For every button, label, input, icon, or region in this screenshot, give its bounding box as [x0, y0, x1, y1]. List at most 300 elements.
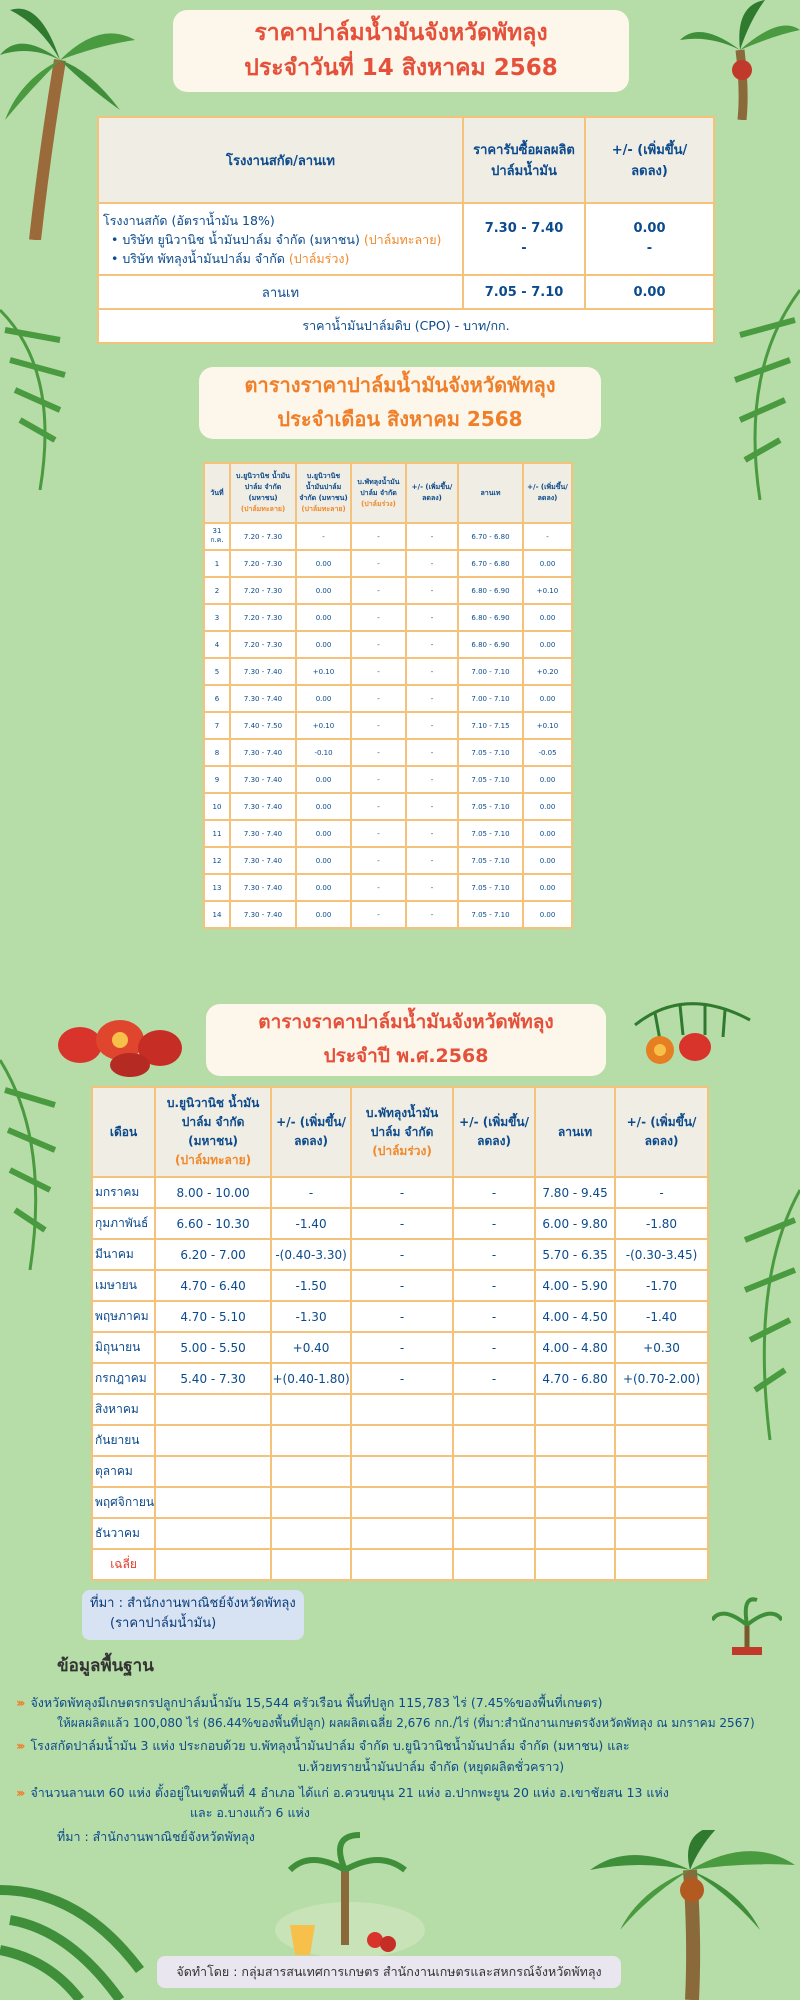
table-cell: - [351, 1177, 453, 1208]
table-cell: 7.05 - 7.10 [458, 766, 523, 793]
monthly-title [199, 367, 601, 439]
table-cell [535, 1456, 615, 1487]
table-cell: 0.00 [523, 685, 572, 712]
table-cell: 0.00 [296, 685, 351, 712]
table-cell: 0.00 [296, 901, 351, 928]
table-cell [271, 1394, 351, 1425]
table-row-average [92, 1549, 708, 1580]
yearly-univanich-sub: (ปาล์มทะลาย) [175, 1153, 252, 1167]
table-cell: - [406, 631, 458, 658]
yearly-month-header: เดือน [92, 1087, 155, 1177]
yearly-yard-header: ลานเท [535, 1087, 615, 1177]
table-cell [615, 1487, 708, 1518]
table-cell: - [351, 604, 406, 631]
table-cell: - [296, 523, 351, 550]
table-cell: 7.30 - 7.40 [230, 766, 296, 793]
table-cell: - [351, 901, 406, 928]
yearly-phatthalung-header [351, 1087, 453, 1177]
source-note-line-1: ที่มา : สำนักงานพาณิชย์จังหวัดพัทลุง [90, 1596, 296, 1611]
table-cell: - [406, 739, 458, 766]
palm-leaf-icon [0, 1050, 70, 1270]
table-cell: 4.70 - 6.40 [155, 1270, 271, 1301]
footer-credit: จัดทำโดย : กลุ่มสารสนเทศการเกษตร สำนักงานเกษตรและสหกรณ์จังหวัดพัทลุง [157, 1956, 621, 1988]
table-cell: 6.70 - 6.80 [458, 550, 523, 577]
table-cell: -1.50 [271, 1270, 351, 1301]
palm-tree-icon [680, 0, 800, 120]
table-cell [453, 1456, 535, 1487]
table-cell: 0.00 [296, 874, 351, 901]
table-cell [453, 1394, 535, 1425]
table-cell: 7.30 - 7.40 [230, 874, 296, 901]
monthly-yard-header: ลานเท [458, 463, 523, 523]
table-cell: 7.10 - 7.15 [458, 712, 523, 739]
table-row [92, 1425, 708, 1456]
table-cell: 6.80 - 6.90 [458, 631, 523, 658]
table-cell [155, 1549, 271, 1580]
table-row [92, 1270, 708, 1301]
table-cell: - [406, 577, 458, 604]
title-line-1: ราคาปาล์มน้ำมันจังหวัดพัทลุง [254, 20, 548, 46]
table-cell: 0.00 [296, 766, 351, 793]
table-cell: - [271, 1177, 351, 1208]
table-cell [615, 1425, 708, 1456]
table-cell: +0.40 [271, 1332, 351, 1363]
table-cell: 7.20 - 7.30 [230, 577, 296, 604]
monthly-yard-change-header: +/- (เพิ่มขึ้น/ลดลง) [523, 463, 572, 523]
info-item-1-line-1: จังหวัดพัทลุงมีเกษตรกรปลูกปาล์มน้ำมัน 15,544 ครัวเรือน พื้นที่ปลูก 115,783 ไร่ (7.45%ของพื้นที่เกษตร) [30, 1695, 603, 1710]
table-cell [271, 1456, 351, 1487]
table-cell: - [406, 685, 458, 712]
table-cell: 6.80 - 6.90 [458, 577, 523, 604]
info-item-2 [16, 1736, 796, 1756]
table-cell: -1.30 [271, 1301, 351, 1332]
table-cell: 6.00 - 9.80 [535, 1208, 615, 1239]
table-row [204, 658, 572, 685]
table-row [204, 685, 572, 712]
monthly-univanich2-sub: (ปาล์มทะลาย) [301, 505, 346, 513]
table-cell: 4.70 - 6.80 [535, 1363, 615, 1394]
table-cell [155, 1425, 271, 1456]
factory-change-cell [585, 203, 714, 275]
table-cell: 0.00 [296, 847, 351, 874]
table-cell [535, 1518, 615, 1549]
table-cell: 13 [204, 874, 230, 901]
table-cell: - [453, 1363, 535, 1394]
chevron-right-icon: ››› [16, 1738, 23, 1753]
yearly-title-line-2: ประจำปี พ.ศ.2568 [323, 1045, 489, 1067]
monthly-day-header: วันที่ [204, 463, 230, 523]
table-cell: 4.70 - 5.10 [155, 1301, 271, 1332]
cpo-price-line: ราคาน้ำมันปาล์มดิบ (CPO) - บาท/กก. [98, 309, 714, 343]
table-cell: 4 [204, 631, 230, 658]
table-cell: - [453, 1332, 535, 1363]
table-cell: 4.00 - 4.50 [535, 1301, 615, 1332]
table-row [204, 766, 572, 793]
table-cell: - [615, 1177, 708, 1208]
yearly-table-body [92, 1177, 708, 1580]
yearly-change2-header: +/- (เพิ่มขึ้น/ลดลง) [453, 1087, 535, 1177]
table-cell: 11 [204, 820, 230, 847]
table-cell [271, 1487, 351, 1518]
month-name-cell: มีนาคม [92, 1239, 155, 1270]
table-cell [535, 1394, 615, 1425]
factory-1-change: 0.00 [633, 221, 666, 236]
factory-2: • บริษัท พัทลุงน้ำมันปาล์ม จำกัด (ปาล์มร่วง) [111, 250, 350, 266]
table-cell: 7.05 - 7.10 [458, 739, 523, 766]
col-price-header: ราคารับซื้อผลผลิตปาล์มน้ำมัน [463, 117, 585, 203]
table-cell: - [351, 1239, 453, 1270]
palm-leaf-icon [720, 280, 800, 500]
table-cell: - [351, 820, 406, 847]
monthly-title-line-1: ตารางราคาปาล์มน้ำมันจังหวัดพัทลุง [244, 373, 556, 397]
table-cell: - [406, 874, 458, 901]
table-cell: 5.00 - 5.50 [155, 1332, 271, 1363]
table-cell: 0.00 [296, 550, 351, 577]
month-name-cell: พฤษภาคม [92, 1301, 155, 1332]
monthly-change-header: +/- (เพิ่มขึ้น/ลดลง) [406, 463, 458, 523]
table-cell: 7.05 - 7.10 [458, 874, 523, 901]
table-cell: - [351, 712, 406, 739]
table-cell: 2 [204, 577, 230, 604]
table-row [92, 1239, 708, 1270]
table-cell: 6.60 - 10.30 [155, 1208, 271, 1239]
table-cell: - [406, 901, 458, 928]
table-cell [535, 1425, 615, 1456]
table-cell: 31 ก.ค. [204, 523, 230, 550]
table-cell: - [351, 739, 406, 766]
table-row [204, 901, 572, 928]
table-cell: 7.05 - 7.10 [458, 901, 523, 928]
table-cell: - [351, 1301, 453, 1332]
monthly-univanich-header [230, 463, 296, 523]
table-row [92, 1363, 708, 1394]
table-cell [351, 1425, 453, 1456]
table-cell: - [406, 712, 458, 739]
table-row [92, 1177, 708, 1208]
yard-price: 7.05 - 7.10 [463, 275, 585, 309]
table-cell [271, 1549, 351, 1580]
table-cell [271, 1518, 351, 1549]
table-cell: - [351, 577, 406, 604]
monthly-title-line-2: ประจำเดือน สิงหาคม 2568 [277, 407, 523, 431]
factory-1-branch: (ปาล์มทะลาย) [363, 231, 442, 247]
monthly-price-table [203, 462, 573, 929]
table-cell: - [351, 793, 406, 820]
yard-change: 0.00 [585, 275, 714, 309]
table-cell: 0.00 [296, 631, 351, 658]
month-name-cell: กุมภาพันธ์ [92, 1208, 155, 1239]
table-cell: +(0.40-1.80) [271, 1363, 351, 1394]
table-cell: 0.00 [296, 793, 351, 820]
table-cell: -0.05 [523, 739, 572, 766]
table-row [204, 550, 572, 577]
table-row [92, 1301, 708, 1332]
factory-2-change: - [646, 241, 653, 256]
table-cell: 7.80 - 9.45 [535, 1177, 615, 1208]
table-row [204, 523, 572, 550]
table-cell: - [453, 1208, 535, 1239]
table-cell: 14 [204, 901, 230, 928]
info-item-3-line-1: จำนวนลานเท 60 แห่ง ตั้งอยู่ในเขตพื้นที่ 4 อำเภอ ได้แก่ อ.ควนขนุน 21 แห่ง อ.ปากพะยูน 20 แห่ง อ.เขาชัยสน 13 แห่ง [30, 1785, 669, 1800]
table-row [204, 820, 572, 847]
table-row [92, 1518, 708, 1549]
table-cell: +0.20 [523, 658, 572, 685]
month-name-cell: มิถุนายน [92, 1332, 155, 1363]
table-cell: - [351, 1270, 453, 1301]
table-cell: 7.30 - 7.40 [230, 685, 296, 712]
table-cell: - [351, 847, 406, 874]
table-cell [453, 1549, 535, 1580]
table-cell: 0.00 [523, 793, 572, 820]
table-cell [535, 1487, 615, 1518]
table-cell: 7.40 - 7.50 [230, 712, 296, 739]
table-cell: 7 [204, 712, 230, 739]
month-name-cell: กันยายน [92, 1425, 155, 1456]
table-cell: 0.00 [296, 577, 351, 604]
table-row [92, 1208, 708, 1239]
yearly-univanich-header [155, 1087, 271, 1177]
yearly-title-line-1: ตารางราคาปาล์มน้ำมันจังหวัดพัทลุง [258, 1011, 554, 1033]
table-cell: - [351, 1363, 453, 1394]
table-cell: 0.00 [523, 550, 572, 577]
table-row [204, 604, 572, 631]
table-cell [615, 1394, 708, 1425]
col-change-header: +/- (เพิ่มขึ้น/ลดลง) [585, 117, 714, 203]
table-cell: 0.00 [523, 766, 572, 793]
chevron-right-icon: ››› [16, 1785, 23, 1800]
table-row [204, 874, 572, 901]
table-cell [155, 1518, 271, 1549]
table-cell: 0.00 [523, 631, 572, 658]
table-cell: -1.40 [271, 1208, 351, 1239]
table-cell: - [406, 604, 458, 631]
table-cell: 0.00 [523, 604, 572, 631]
source-note [82, 1590, 304, 1640]
yearly-price-table [91, 1086, 709, 1581]
table-cell: 7.20 - 7.30 [230, 604, 296, 631]
factory-price-cell [463, 203, 585, 275]
table-cell: - [406, 793, 458, 820]
table-cell: +(0.70-2.00) [615, 1363, 708, 1394]
table-row [204, 739, 572, 766]
table-cell: 0.00 [523, 820, 572, 847]
source-note-line-2: (ราคาปาล์มน้ำมัน) [110, 1616, 217, 1631]
title-line-2: ประจำวันที่ 14 สิงหาคม 2568 [244, 55, 558, 81]
factory-1-name: บริษัท ยูนิวานิช น้ำมันปาล์ม จำกัด (มหาชน) [122, 231, 360, 247]
table-cell: 6.80 - 6.90 [458, 604, 523, 631]
table-cell: -1.70 [615, 1270, 708, 1301]
table-cell [615, 1549, 708, 1580]
average-label: เฉลี่ย [92, 1549, 155, 1580]
yearly-phatthalung-label: บ.พัทลุงน้ำมันปาล์ม จำกัด [365, 1105, 439, 1139]
table-cell: 7.30 - 7.40 [230, 658, 296, 685]
factory-group-label: โรงงานสกัด (อัตราน้ำมัน 18%) [103, 212, 275, 228]
table-cell: -1.40 [615, 1301, 708, 1332]
yearly-change1-header: +/- (เพิ่มขึ้น/ลดลง) [271, 1087, 351, 1177]
table-cell: -0.10 [296, 739, 351, 766]
factory-2-name: บริษัท พัทลุงน้ำมันปาล์ม จำกัด [122, 250, 285, 266]
table-cell [155, 1487, 271, 1518]
table-cell: 7.30 - 7.40 [230, 847, 296, 874]
factory-2-price: - [521, 241, 527, 256]
yearly-univanich-label: บ.ยูนิวานิช น้ำมันปาล์ม จำกัด (มหาชน) [166, 1096, 260, 1148]
table-cell [155, 1394, 271, 1425]
table-cell: 7.00 - 7.10 [458, 685, 523, 712]
table-cell: -1.80 [615, 1208, 708, 1239]
month-name-cell: มกราคม [92, 1177, 155, 1208]
monthly-phatthalung-label: บ.พัทลุงน้ำมันปาล์ม จำกัด [357, 477, 400, 497]
table-cell: 0.00 [523, 874, 572, 901]
table-cell [271, 1425, 351, 1456]
info-item-1 [16, 1693, 796, 1713]
table-cell: -(0.30-3.45) [615, 1239, 708, 1270]
table-cell [351, 1549, 453, 1580]
monthly-univanich2-label: บ.ยูนิวานิช น้ำมันปาล์ม จำกัด (มหาชน) [299, 472, 348, 502]
table-cell: 7.30 - 7.40 [230, 901, 296, 928]
table-cell: 0.00 [296, 604, 351, 631]
table-cell: - [351, 550, 406, 577]
info-item-1-cont: ให้ผลผลิตแล้ว 100,080 ไร่ (86.44%ของพื้นที่ปลูก) ผลผลิตเฉลี่ย 2,676 กก./ไร่ (ที่มา:สำนักงานเกษตรจังหวัดพัทลุง ณ มกราคม 2567) [57, 1716, 755, 1730]
table-cell: 6.70 - 6.80 [458, 523, 523, 550]
table-row [92, 1487, 708, 1518]
table-cell: - [406, 820, 458, 847]
table-cell: 5.40 - 7.30 [155, 1363, 271, 1394]
palm-fruit-icon [625, 995, 755, 1075]
table-cell [453, 1487, 535, 1518]
monthly-univanich-sub: (ปาล์มทะลาย) [240, 505, 286, 513]
table-cell: 10 [204, 793, 230, 820]
month-name-cell: ตุลาคม [92, 1456, 155, 1487]
info-item-2-cont: บ.ห้วยทรายน้ำมันปาล์ม จำกัด (หยุดผลิตชั่วคราว) [298, 1759, 565, 1774]
table-row [92, 1394, 708, 1425]
table-cell: - [406, 658, 458, 685]
table-cell: - [351, 685, 406, 712]
table-cell: - [406, 847, 458, 874]
table-row [92, 1456, 708, 1487]
table-row [204, 631, 572, 658]
table-cell [615, 1518, 708, 1549]
monthly-univanich2-header [296, 463, 351, 523]
month-name-cell: พฤศจิกายน [92, 1487, 155, 1518]
table-cell: 7.20 - 7.30 [230, 631, 296, 658]
table-cell: - [351, 766, 406, 793]
table-cell: 5.70 - 6.35 [535, 1239, 615, 1270]
table-cell: - [453, 1239, 535, 1270]
yard-label: ลานเท [98, 275, 463, 309]
factory-2-branch: (ปาล์มร่วง) [288, 250, 350, 266]
table-cell: - [453, 1301, 535, 1332]
table-cell: - [351, 1208, 453, 1239]
table-cell: - [453, 1270, 535, 1301]
table-cell: 7.05 - 7.10 [458, 820, 523, 847]
table-row [204, 793, 572, 820]
table-cell: - [351, 874, 406, 901]
palm-fruit-icon [50, 1010, 200, 1080]
palm-tree-icon [0, 1850, 150, 2000]
table-cell: 0.00 [523, 847, 572, 874]
palm-leaf-icon [730, 1180, 800, 1440]
basic-info-title: ข้อมูลพื้นฐาน [57, 1656, 154, 1676]
table-cell: - [351, 658, 406, 685]
daily-price-table [97, 116, 715, 344]
table-cell: +0.10 [523, 577, 572, 604]
factory-1-price: 7.30 - 7.40 [484, 221, 564, 236]
month-name-cell: สิงหาคม [92, 1394, 155, 1425]
month-name-cell: กรกฎาคม [92, 1363, 155, 1394]
table-cell: 7.20 - 7.30 [230, 523, 296, 550]
table-row [204, 577, 572, 604]
table-cell [351, 1487, 453, 1518]
month-name-cell: เมษายน [92, 1270, 155, 1301]
yearly-title [206, 1004, 606, 1076]
palm-leaf-icon [0, 290, 80, 490]
table-cell: - [351, 523, 406, 550]
table-cell: 12 [204, 847, 230, 874]
table-cell: - [406, 766, 458, 793]
table-cell: - [406, 550, 458, 577]
table-cell: 7.05 - 7.10 [458, 847, 523, 874]
yearly-change3-header: +/- (เพิ่มขึ้น/ลดลง) [615, 1087, 708, 1177]
table-cell: 8.00 - 10.00 [155, 1177, 271, 1208]
table-cell [615, 1456, 708, 1487]
table-cell: 5 [204, 658, 230, 685]
table-cell: 1 [204, 550, 230, 577]
table-cell: 4.00 - 4.80 [535, 1332, 615, 1363]
table-row [92, 1332, 708, 1363]
table-cell [351, 1394, 453, 1425]
table-cell: - [351, 631, 406, 658]
palm-seedling-icon [712, 1595, 782, 1655]
table-cell [351, 1456, 453, 1487]
monthly-table-body [204, 523, 572, 928]
oil-palm-illustration [270, 1830, 430, 1960]
table-cell: +0.10 [296, 658, 351, 685]
table-cell: 0.00 [296, 820, 351, 847]
table-cell [155, 1456, 271, 1487]
table-cell: +0.30 [615, 1332, 708, 1363]
page-title [173, 10, 629, 92]
table-cell: 4.00 - 5.90 [535, 1270, 615, 1301]
table-cell: - [351, 1332, 453, 1363]
table-cell: - [453, 1177, 535, 1208]
monthly-phatthalung-sub: (ปาล์มร่วง) [361, 499, 396, 508]
table-row [204, 847, 572, 874]
table-cell: +0.10 [523, 712, 572, 739]
table-cell: 9 [204, 766, 230, 793]
table-cell: 3 [204, 604, 230, 631]
col-factory-header: โรงงานสกัด/ลานเท [98, 117, 463, 203]
info-item-3 [16, 1783, 796, 1803]
table-cell: -(0.40-3.30) [271, 1239, 351, 1270]
monthly-univanich-label: บ.ยูนิวานิช น้ำมันปาล์ม จำกัด (มหาชน) [236, 472, 290, 502]
table-cell: 0.00 [523, 901, 572, 928]
table-cell [453, 1518, 535, 1549]
table-cell: 7.20 - 7.30 [230, 550, 296, 577]
table-cell: 7.05 - 7.10 [458, 793, 523, 820]
table-cell [535, 1549, 615, 1580]
table-cell: 7.30 - 7.40 [230, 739, 296, 766]
table-cell: 6 [204, 685, 230, 712]
table-cell: - [523, 523, 572, 550]
table-cell: 8 [204, 739, 230, 766]
chevron-right-icon: ››› [16, 1695, 23, 1710]
table-cell: 7.30 - 7.40 [230, 820, 296, 847]
yearly-phatthalung-sub: (ปาล์มร่วง) [372, 1143, 432, 1158]
month-name-cell: ธันวาคม [92, 1518, 155, 1549]
table-cell: 7.30 - 7.40 [230, 793, 296, 820]
table-cell: +0.10 [296, 712, 351, 739]
table-cell [351, 1518, 453, 1549]
